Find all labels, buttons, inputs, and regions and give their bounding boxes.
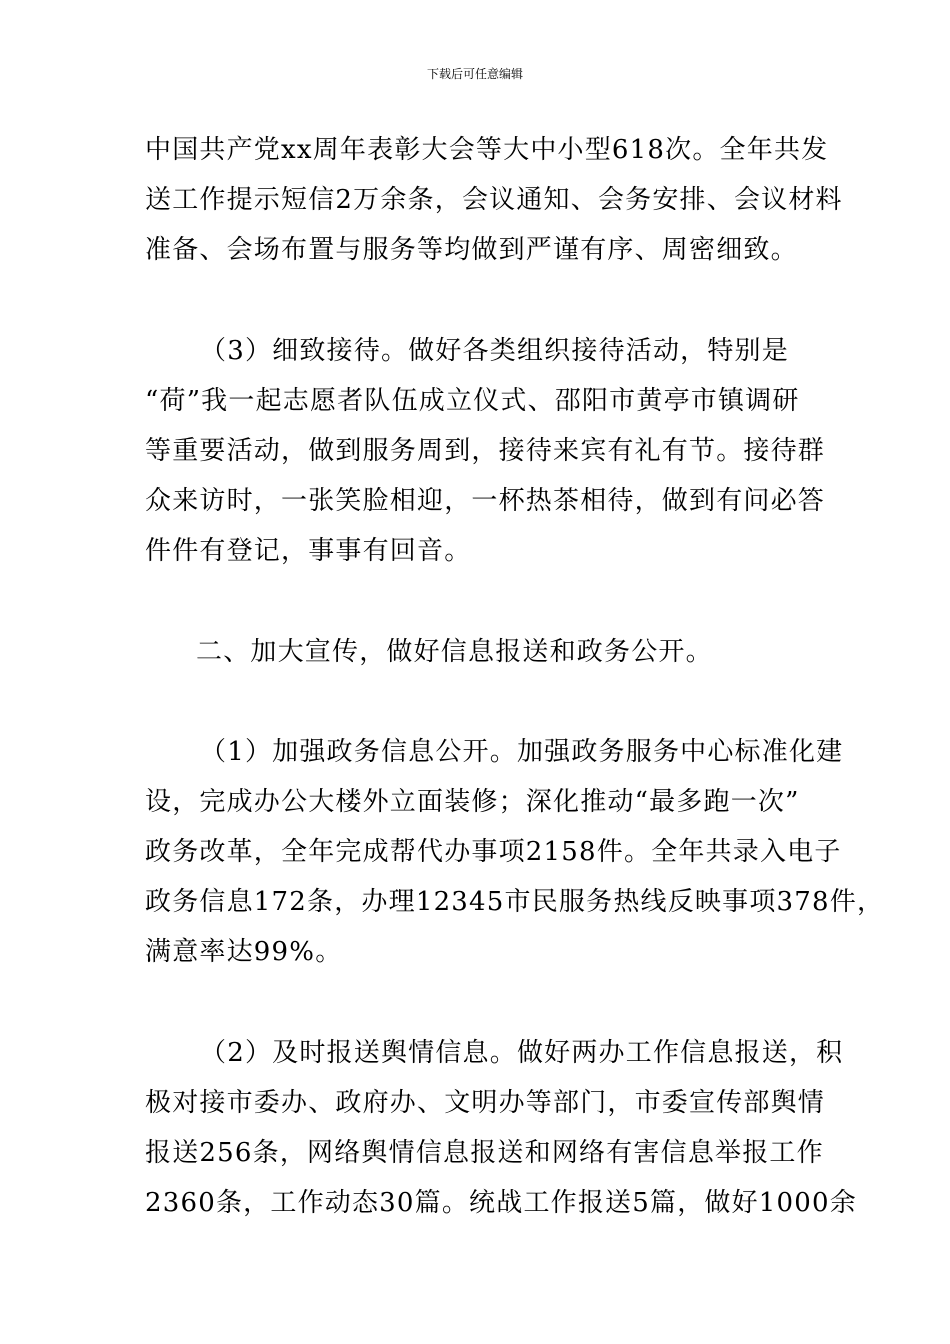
text-line: （3）细致接待。做好各类组织接待活动，特别是 <box>200 336 789 366</box>
text-line: 件件有登记，事事有回音。 <box>145 536 472 566</box>
text-line: 送工作提示短信2万余条，会议通知、会务安排、会议材料 <box>145 185 843 215</box>
text-line: （2）及时报送舆情信息。做好两办工作信息报送，积 <box>200 1038 844 1068</box>
section-heading: 二、加大宣传，做好信息报送和政务公开。 <box>196 637 713 667</box>
page-header: 下载后可任意编辑 <box>426 67 523 81</box>
text-line: 2360条，工作动态30篇。统战工作报送5篇，做好1000余 <box>145 1188 857 1218</box>
text-line: （1）加强政务信息公开。加强政务服务中心标准化建 <box>200 737 844 767</box>
text-line: 等重要活动，做到服务周到，接待来宾有礼有节。接待群 <box>145 436 826 466</box>
text-line: 政务改革，全年完成帮代办事项2158件。全年共录入电子 <box>145 837 842 867</box>
text-line: 设，完成办公大楼外立面装修；深化推动“最多跑一次” <box>145 787 800 817</box>
text-line: 中国共产党xx周年表彰大会等大中小型618次。全年共发 <box>145 135 829 165</box>
text-line: 众来访时，一张笑脸相迎，一杯热茶相待，做到有问必答 <box>145 486 826 516</box>
text-line: 准备、会场布置与服务等均做到严谨有序、周密细致。 <box>145 235 798 265</box>
text-line: 政务信息172条，办理12345市民服务热线反映事项378件， <box>145 887 885 917</box>
text-line: 满意率达99%。 <box>145 937 343 967</box>
text-line: 报送256条，网络舆情信息报送和网络有害信息举报工作 <box>145 1138 824 1168</box>
text-line: 极对接市委办、政府办、文明办等部门，市委宣传部舆情 <box>145 1088 826 1118</box>
text-line: “荷”我一起志愿者队伍成立仪式、邵阳市黄亭市镇调研 <box>145 386 800 416</box>
